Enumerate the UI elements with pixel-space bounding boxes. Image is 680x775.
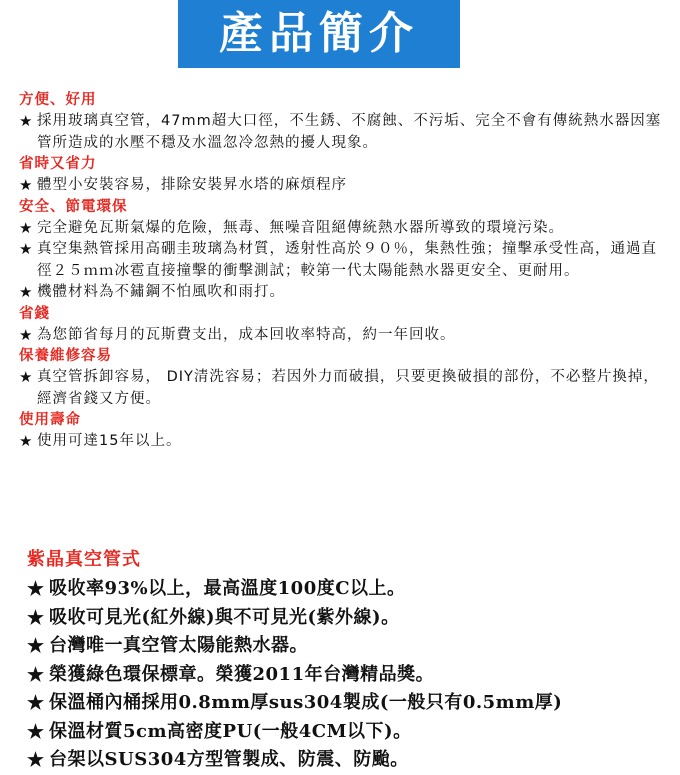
star-icon: ★	[27, 663, 45, 686]
product-benefits	[19, 90, 669, 453]
bullet-text: 使用可達15年以上。	[37, 433, 182, 449]
bullet-text: 真空集熱管採用高硼圭玻璃為材質，透射性高於９０％，集熱性強；撞擊承受性高，通過直徑２５ｍｍ冰雹直接撞擊的衝擊測試；較第一代太陽能熱水器更安全、更耐用。	[37, 241, 657, 279]
feature-text: 保溫桶內桶採用0.8mm厚sus304製成(一般只有0.5mm厚)	[49, 692, 563, 713]
section-heading: 安全、節電環保	[19, 198, 128, 215]
feature-item	[27, 746, 667, 775]
star-icon: ★	[19, 240, 34, 258]
bullet-text: 為您節省每月的瓦斯費支出，成本回收率特高，約一年回收。	[37, 326, 456, 343]
feature-text: 榮獲綠色環保標章。榮獲2011年台灣精品獎。	[49, 663, 435, 685]
feature-item	[27, 661, 667, 690]
section-heading: 省時又省力	[19, 156, 97, 172]
page-title: 產品簡介	[219, 8, 419, 59]
bullet-text: 採用玻璃真空管，47mm超大口徑，不生銹、不腐蝕、不污垢、完全不會有傳統熱水器因塞管所造成的水壓不穩及水溫忽冷忽熱的擾人現象。	[37, 113, 662, 151]
bullet-text: 真空管拆卸容易， DIY清洗容易；若因外力而破損，只要更換破損的部份，不必整片換掉，經濟省錢又方便。	[37, 369, 659, 407]
bullet-text: 機體材料為不鏽鋼不怕風吹和雨打。	[37, 284, 285, 300]
bullet-item	[19, 218, 669, 240]
feature-item	[27, 632, 667, 661]
feature-text: 吸收率93%以上，最高溫度100度C以上。	[49, 578, 406, 599]
bullet-item	[19, 325, 669, 347]
star-icon: ★	[19, 218, 34, 237]
bullet-item	[19, 431, 669, 453]
features-section	[27, 545, 667, 775]
star-icon: ★	[27, 749, 45, 771]
bullet-text: 體型小安裝容易，排除安裝昇水塔的麻煩程序	[37, 177, 347, 193]
star-icon: ★	[19, 176, 34, 194]
star-icon: ★	[19, 325, 34, 344]
bullet-item	[19, 282, 669, 304]
feature-text: 台灣唯一真空管太陽能熱水器。	[49, 635, 308, 656]
feature-text: 保溫材質5cm高密度PU(一般4CM以下)。	[49, 720, 412, 742]
star-icon: ★	[27, 692, 45, 714]
star-icon: ★	[27, 606, 45, 629]
bullet-item	[19, 111, 669, 154]
section-heading: 保養維修容易	[19, 348, 112, 364]
title-banner	[178, 0, 460, 68]
star-icon: ★	[27, 720, 45, 743]
feature-item	[27, 718, 667, 747]
feature-text: 吸收可見光(紅外線)與不可見光(紫外線)。	[49, 606, 400, 628]
star-icon: ★	[27, 635, 45, 657]
feature-item	[27, 575, 667, 604]
star-icon: ★	[19, 432, 34, 450]
star-icon: ★	[27, 578, 45, 600]
bullet-item	[19, 239, 669, 282]
star-icon: ★	[19, 368, 34, 386]
star-icon: ★	[19, 112, 34, 130]
bullet-item	[19, 367, 669, 410]
bullet-item	[19, 175, 669, 197]
star-icon: ★	[19, 283, 34, 301]
bullet-text: 完全避免瓦斯氣爆的危險，無毒、無噪音阻絕傳統熱水器所導致的環境污染。	[37, 219, 564, 236]
features-list	[27, 575, 667, 775]
section-heading: 使用壽命	[19, 412, 81, 428]
feature-item	[27, 604, 667, 633]
section-heading: 方便、好用	[19, 92, 97, 108]
feature-item	[27, 689, 667, 718]
features-heading: 紫晶真空管式	[27, 549, 141, 570]
section-heading: 省錢	[19, 305, 50, 322]
feature-text: 台架以SUS304方型管製成、防震、防颱。	[49, 749, 409, 770]
